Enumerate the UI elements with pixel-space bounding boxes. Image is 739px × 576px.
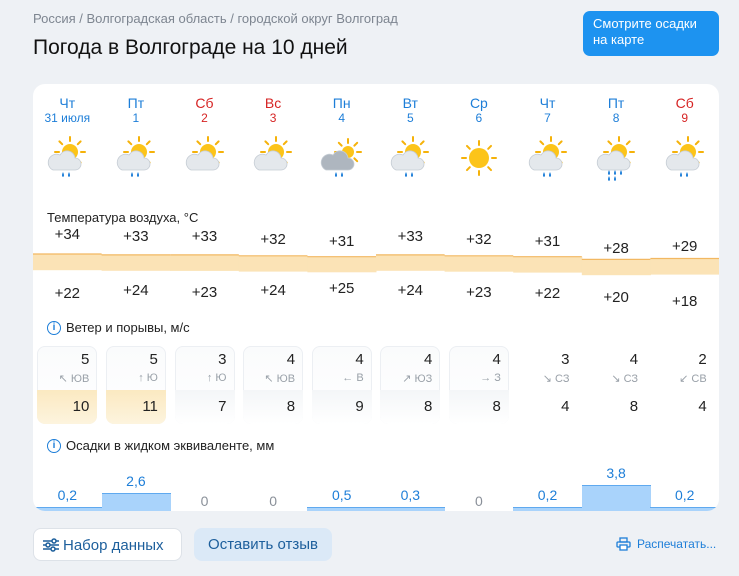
sun-cloud-rain-icon bbox=[45, 136, 89, 182]
precipitation-label bbox=[47, 438, 274, 453]
day-column bbox=[171, 95, 239, 125]
day-name: Сб bbox=[675, 95, 694, 111]
wind-gust bbox=[175, 390, 235, 424]
wind-direction: ↘ СЗ bbox=[542, 373, 570, 385]
precipitation-value: 0,3 bbox=[400, 487, 421, 503]
breadcrumb[interactable]: Россия / Волгоградская область / городской округ Волгоград bbox=[33, 11, 398, 26]
printer-icon bbox=[616, 537, 631, 551]
precipitation-bar bbox=[307, 507, 376, 511]
day-column bbox=[33, 95, 101, 125]
wind-speed: 5 bbox=[80, 351, 90, 368]
sliders-icon bbox=[42, 538, 60, 552]
temp-max-value: +33 bbox=[397, 228, 424, 246]
wind-direction: ↘ СЗ bbox=[611, 373, 639, 385]
precipitation-value: 0,2 bbox=[674, 487, 695, 503]
day-column bbox=[582, 95, 650, 125]
precipitation-value: 0 bbox=[474, 493, 483, 509]
wind-speed: 2 bbox=[698, 351, 707, 368]
day-name: Чт bbox=[59, 95, 76, 111]
precipitation-value: 0,2 bbox=[537, 487, 558, 503]
day-column bbox=[308, 95, 376, 125]
partly-cloudy-icon bbox=[251, 136, 295, 182]
precipitation-map-button[interactable] bbox=[583, 11, 719, 56]
wind-direction: ← В bbox=[342, 372, 364, 384]
wind-speed: 4 bbox=[492, 351, 501, 368]
sun-cloud-rain-icon bbox=[663, 136, 707, 182]
print-link[interactable] bbox=[616, 537, 716, 551]
precipitation-bar bbox=[102, 493, 171, 511]
precipitation-bar bbox=[513, 507, 582, 511]
temp-band-segment bbox=[513, 257, 582, 273]
temp-max-value: +31 bbox=[328, 232, 355, 250]
wind-speed: 4 bbox=[355, 351, 364, 368]
wind-direction: ↙ СВ bbox=[679, 373, 707, 385]
wind-cell bbox=[175, 346, 235, 424]
temp-band-segment bbox=[650, 259, 719, 275]
wind-cell bbox=[518, 346, 578, 424]
day-name: Вс bbox=[264, 95, 282, 111]
wind-cell bbox=[312, 346, 372, 424]
precipitation-bar bbox=[33, 507, 102, 511]
forecast-card bbox=[33, 84, 719, 511]
temp-min-value: +20 bbox=[603, 289, 629, 306]
wind-gust bbox=[586, 390, 646, 424]
wind-speed: 4 bbox=[423, 351, 433, 368]
temp-band-segment bbox=[307, 257, 376, 273]
day-date: 2 bbox=[201, 111, 208, 125]
wind-gust-value: 11 bbox=[142, 398, 158, 415]
temp-max-value: +32 bbox=[466, 230, 492, 248]
wind-direction: ↖ ЮВ bbox=[58, 373, 90, 385]
sun-icon bbox=[457, 136, 501, 182]
day-name: Вт bbox=[402, 95, 418, 111]
wind-gust-value: 4 bbox=[698, 398, 707, 415]
temp-band-segment bbox=[102, 255, 171, 271]
day-column bbox=[445, 95, 513, 125]
wind-cell bbox=[243, 346, 303, 424]
temp-min-value: +24 bbox=[123, 281, 149, 299]
precipitation-value: 3,8 bbox=[606, 465, 626, 481]
temp-min-value: +24 bbox=[260, 281, 286, 299]
temp-min-value: +23 bbox=[191, 283, 218, 301]
temp-max-value: +31 bbox=[534, 232, 561, 250]
temp-max-value: +29 bbox=[671, 237, 698, 255]
day-name: Пн bbox=[332, 95, 351, 111]
day-date: 5 bbox=[406, 111, 414, 125]
day-column bbox=[239, 95, 307, 125]
day-date: 8 bbox=[612, 111, 620, 125]
wind-gust-value: 10 bbox=[72, 398, 90, 415]
temperature-band bbox=[33, 252, 719, 282]
temp-min-value: +25 bbox=[328, 280, 355, 297]
precipitation-value: 0,2 bbox=[57, 487, 78, 503]
wind-gust-value: 9 bbox=[355, 398, 364, 415]
temp-band-segment bbox=[239, 256, 308, 272]
wind-direction: ↑ Ю bbox=[138, 372, 158, 384]
wind-gust-value: 8 bbox=[286, 398, 296, 415]
wind-gust-value: 4 bbox=[561, 398, 570, 415]
cloudy-rain-icon bbox=[320, 136, 364, 182]
info-icon[interactable]: i bbox=[47, 321, 61, 335]
temp-min-value: +18 bbox=[671, 292, 698, 310]
temp-max-value: +33 bbox=[191, 228, 218, 246]
temp-min-value: +24 bbox=[397, 281, 424, 299]
day-date: 1 bbox=[132, 111, 140, 125]
wind-cell bbox=[380, 346, 440, 424]
wind-gust bbox=[37, 390, 97, 424]
temp-max-value: +33 bbox=[123, 228, 149, 246]
day-name: Чт bbox=[539, 95, 556, 111]
day-date: 4 bbox=[338, 111, 346, 125]
print-link-label: Распечатать... bbox=[637, 537, 717, 551]
wind-cell bbox=[586, 346, 646, 424]
wind-cell bbox=[449, 346, 509, 424]
info-icon[interactable]: i bbox=[47, 439, 61, 453]
sun-cloud-heavy-rain-icon bbox=[594, 136, 638, 182]
day-name: Пт bbox=[607, 95, 625, 111]
map-button-line1: Смотрите осадки bbox=[593, 16, 697, 31]
wind-gust bbox=[243, 390, 303, 424]
feedback-button[interactable]: Оставить отзыв bbox=[194, 528, 332, 561]
day-column bbox=[376, 95, 444, 125]
precipitation-bar bbox=[582, 485, 651, 511]
day-header-row bbox=[33, 84, 719, 194]
wind-gust bbox=[518, 390, 578, 424]
day-column bbox=[651, 95, 719, 125]
day-date: 9 bbox=[681, 111, 689, 125]
map-button-line2: на карте bbox=[593, 32, 645, 47]
dataset-button[interactable] bbox=[33, 528, 182, 561]
temperature-label: Температура воздуха, °C bbox=[47, 210, 199, 225]
wind-direction: ↖ ЮВ bbox=[264, 373, 296, 385]
day-date: 7 bbox=[544, 111, 551, 125]
precipitation-value: 2,6 bbox=[126, 473, 146, 490]
partly-cloudy-icon bbox=[183, 136, 227, 182]
temp-min-value: +23 bbox=[466, 283, 492, 301]
precipitation-value: 0 bbox=[200, 493, 209, 509]
precipitation-bar bbox=[376, 507, 445, 511]
wind-cell bbox=[37, 346, 97, 424]
temp-band-segment bbox=[582, 259, 651, 275]
sun-cloud-rain-icon bbox=[388, 136, 432, 182]
day-date: 3 bbox=[269, 111, 277, 125]
wind-speed: 3 bbox=[561, 351, 570, 368]
sun-cloud-rain-icon bbox=[114, 136, 158, 182]
day-name: Пт bbox=[127, 95, 145, 111]
wind-cell bbox=[106, 346, 166, 424]
wind-direction: → З bbox=[480, 372, 501, 384]
temp-band-segment bbox=[376, 255, 445, 271]
wind-gust bbox=[312, 390, 372, 424]
day-date: 6 bbox=[475, 111, 483, 125]
temp-max-value: +32 bbox=[260, 230, 286, 248]
wind-gust-value: 8 bbox=[423, 398, 433, 415]
wind-label-text: Ветер и порывы, м/с bbox=[66, 320, 190, 335]
wind-label bbox=[47, 320, 190, 335]
wind-speed: 4 bbox=[286, 351, 296, 368]
day-date: 31 июля bbox=[44, 111, 91, 125]
day-name: Ср bbox=[469, 95, 488, 111]
day-column bbox=[102, 95, 170, 125]
wind-speed: 3 bbox=[218, 351, 227, 368]
wind-gust bbox=[655, 390, 715, 424]
temp-band-segment bbox=[170, 255, 239, 271]
wind-gust bbox=[380, 390, 440, 424]
temp-max-value: +34 bbox=[54, 226, 81, 243]
wind-gust-value: 8 bbox=[629, 398, 639, 415]
wind-gust bbox=[449, 390, 509, 424]
day-column bbox=[514, 95, 582, 125]
precipitation-value: 0 bbox=[269, 493, 277, 509]
wind-direction: ↗ ЮЗ bbox=[402, 373, 433, 385]
wind-speed: 4 bbox=[629, 351, 639, 368]
wind-gust bbox=[106, 390, 166, 424]
wind-cell bbox=[655, 346, 715, 424]
temp-band-segment bbox=[33, 254, 102, 270]
temp-min-value: +22 bbox=[54, 285, 81, 303]
day-name: Сб bbox=[195, 95, 214, 111]
wind-gust-value: 8 bbox=[492, 398, 501, 415]
precipitation-value: 0,5 bbox=[331, 487, 352, 503]
temp-min-value: +22 bbox=[534, 285, 561, 303]
temp-band-segment bbox=[445, 256, 514, 272]
dataset-button-label: Набор данных bbox=[63, 537, 164, 554]
temp-max-value: +28 bbox=[603, 239, 629, 257]
wind-gust-value: 7 bbox=[218, 398, 227, 415]
wind-direction: ↑ Ю bbox=[206, 372, 227, 384]
wind-speed: 5 bbox=[149, 351, 158, 368]
page-title: Погода в Волгограде на 10 дней bbox=[33, 36, 348, 59]
precipitation-label-text: Осадки в жидком эквиваленте, мм bbox=[66, 438, 275, 453]
precipitation-bar bbox=[650, 507, 719, 511]
sun-cloud-rain-icon bbox=[526, 136, 570, 182]
